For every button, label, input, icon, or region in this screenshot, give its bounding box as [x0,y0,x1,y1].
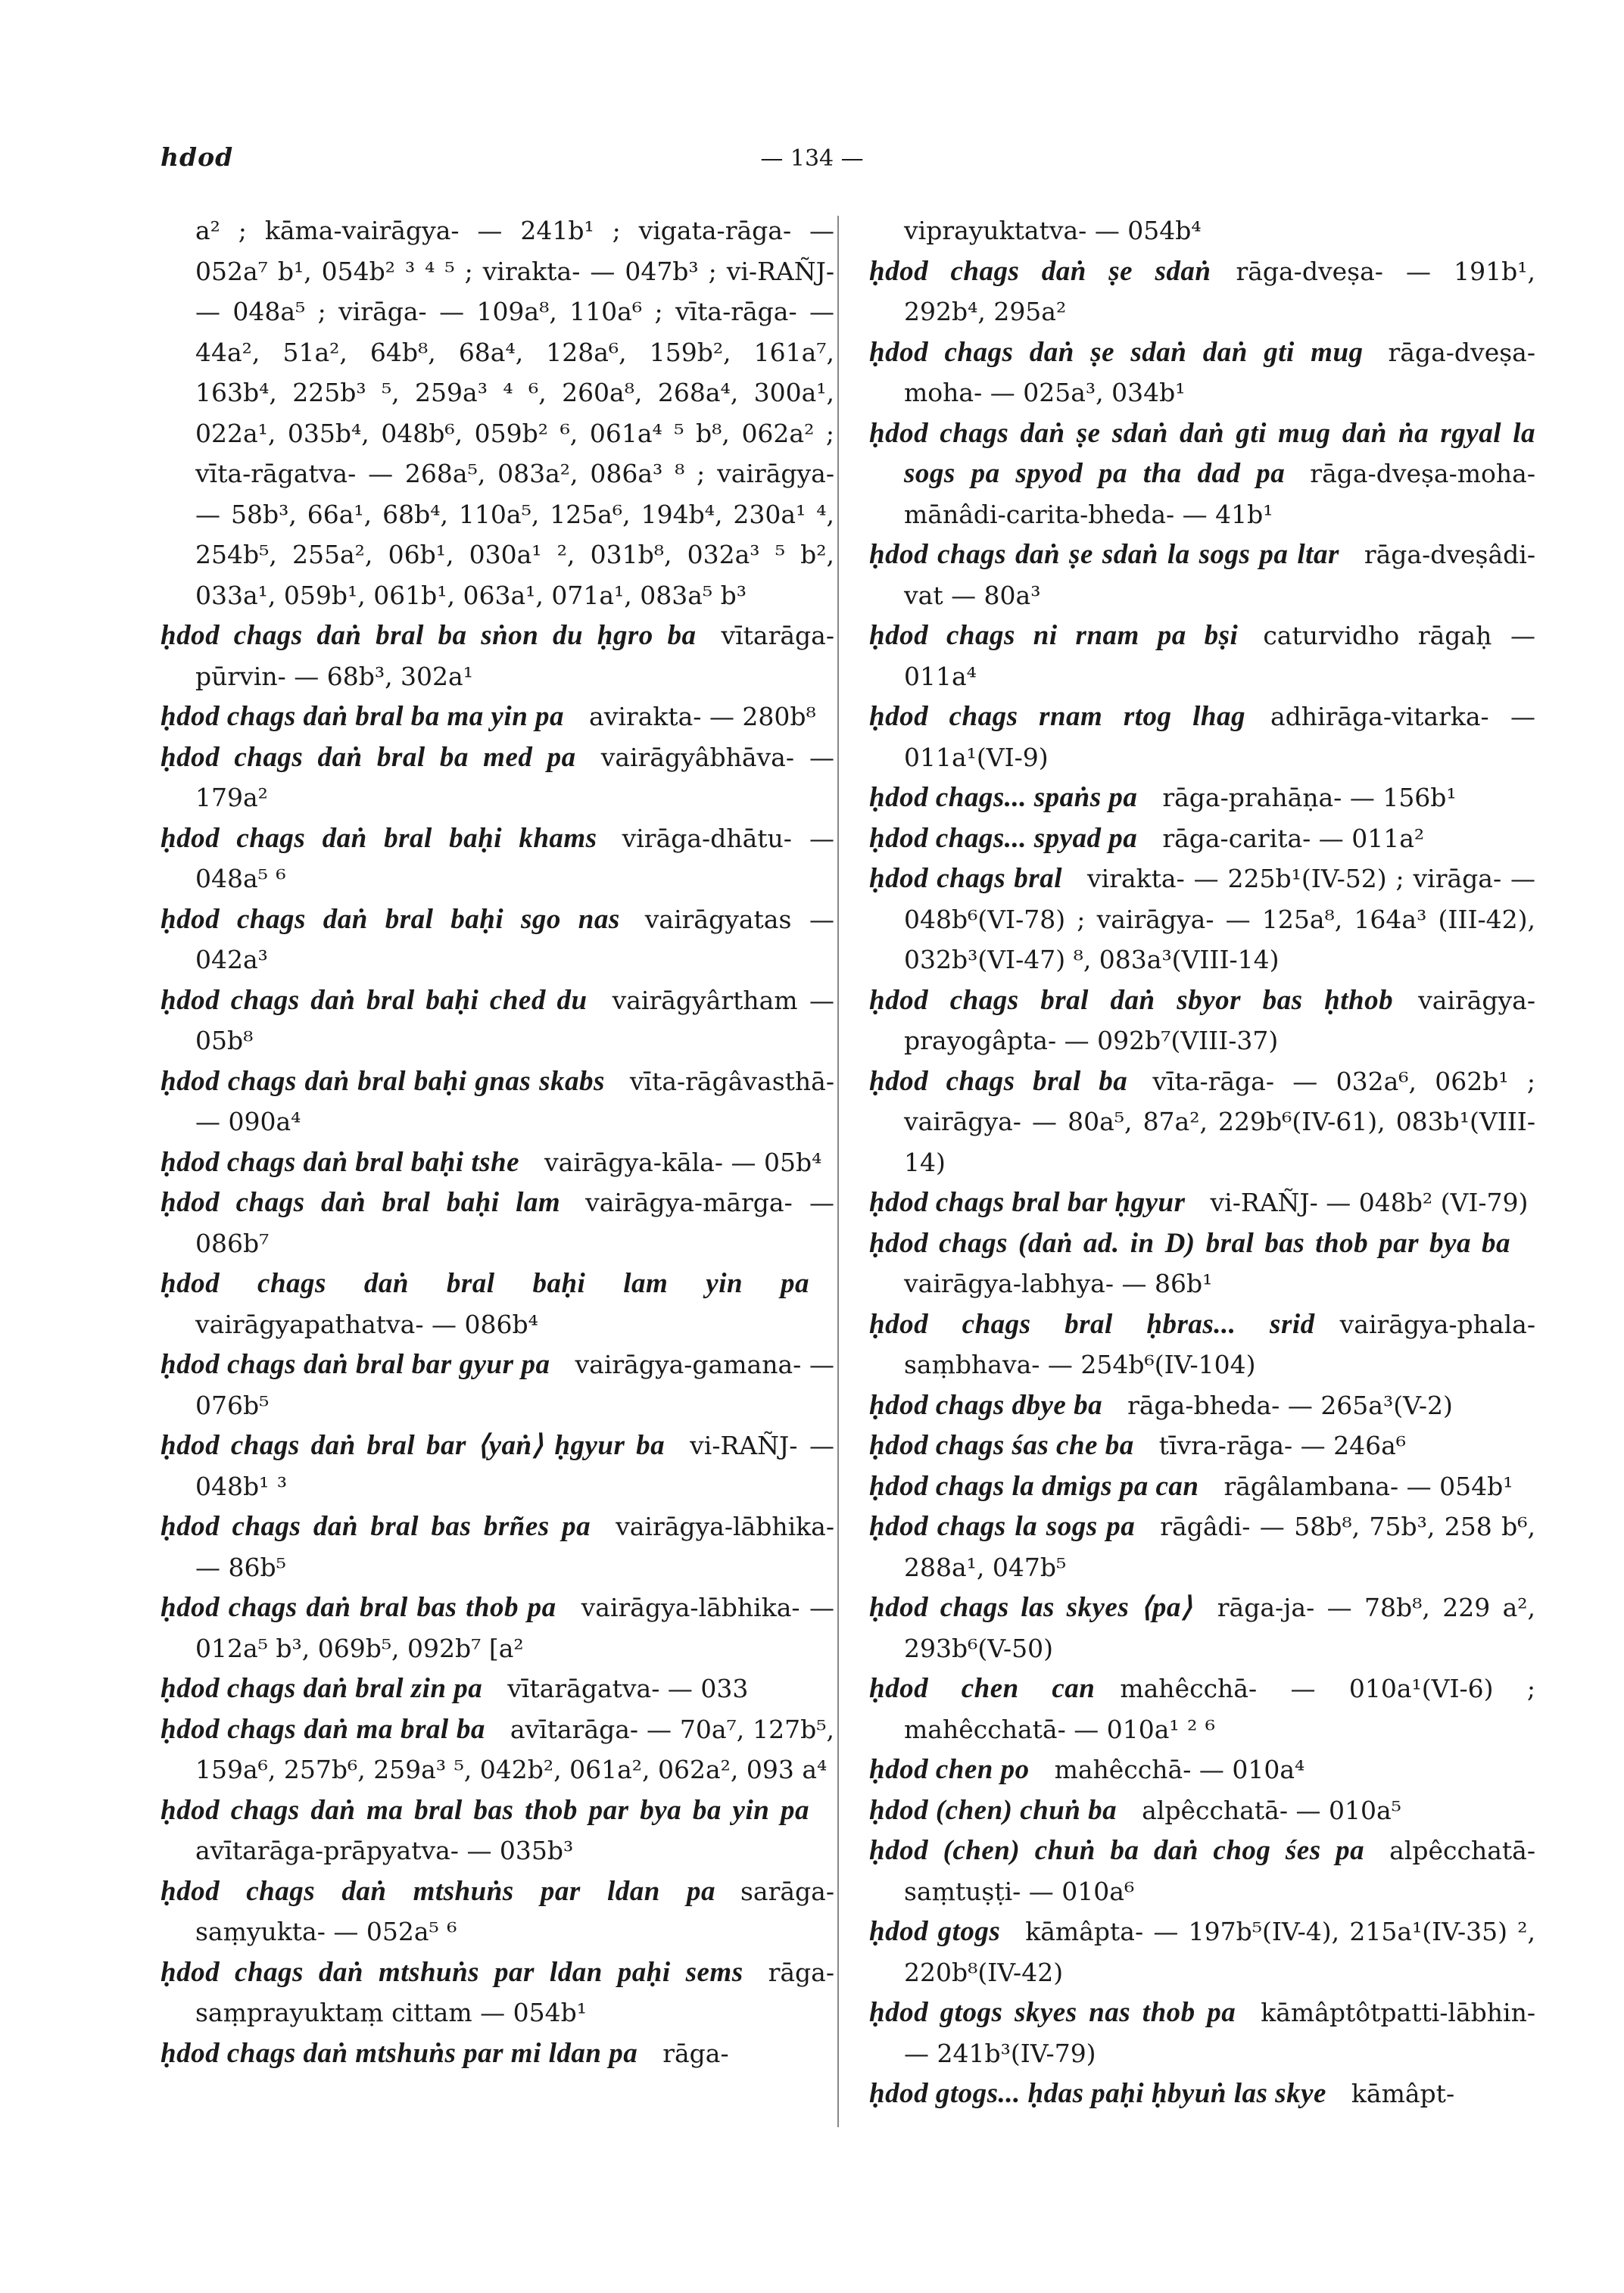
dictionary-entry [869,1061,1535,1183]
dictionary-entry [869,980,1535,1061]
sanskrit-equivalent: avirakta- — 280b⁸ [589,702,816,731]
tibetan-headword: ḥdod gtogs [869,1916,1001,1947]
tibetan-headword: ḥdod chags bral daṅ sbyor bas ḥthob [869,984,1394,1016]
sanskrit-equivalent: vairāgya-prayogâpta- — 092b⁷(VIII-37) [904,985,1535,1055]
dictionary-entry [869,332,1535,413]
tibetan-headword: ḥdod chags daṅ ṣe sdaṅ daṅ gti mug daṅ ṅa rgyal la sogs pa spyod pa tha dad pa [869,417,1535,489]
tibetan-headword: ḥdod chen can [869,1673,1096,1704]
column-divider [837,216,839,2127]
tibetan-headword: ḥdod chags la sogs pa [869,1511,1136,1542]
dictionary-entry [869,615,1535,696]
dictionary-entry [161,1952,834,2033]
dictionary-entry [869,1830,1535,1911]
sanskrit-equivalent: rāgâlambana- — 054b¹ [1223,1471,1513,1501]
tibetan-headword: ḥdod chags daṅ bral baḥi sgo nas [161,903,620,935]
sanskrit-equivalent: virakta- — 225b¹(IV-52) ; virāga- — 048b⁶(VI-78) ; vairāgya- — 125a⁸, 164a³ (III-42), 032b³(VI-47) ⁸, 083a³(VIII-14) [904,864,1535,974]
dictionary-entry [869,1223,1535,1304]
dictionary-entry [869,777,1535,818]
tibetan-headword: ḥdod chags (daṅ ad. in D) bral bas thob par bya ba [869,1227,1510,1259]
sanskrit-equivalent: rāga- [662,2038,729,2068]
sanskrit-equivalent: alpêcchatā- — 010a⁵ [1142,1795,1401,1825]
dictionary-entry [869,1911,1535,1992]
page-number: — 134 — [760,145,864,172]
tibetan-headword: ḥdod gtogs... ḥdas paḥi ḥbyuṅ las skye [869,2078,1326,2109]
dictionary-entry [161,1425,834,1506]
dictionary-entry [161,1506,834,1587]
tibetan-headword: ḥdod chags daṅ bral baḥi lam yin pa [161,1268,809,1299]
sanskrit-equivalent: rāga-dveṣa-moha- — 025a³, 034b¹ [904,337,1535,407]
dictionary-entry [161,1709,834,1790]
tibetan-headword: ḥdod chags daṅ bral bar ⟨yaṅ⟩ ḥgyur ba [161,1430,665,1461]
tibetan-headword: ḥdod chags daṅ mtshuṅs par ldan pa [161,1875,715,1907]
dictionary-entry [869,1790,1535,1831]
tibetan-headword: ḥdod chags rnam rtog lhag [869,701,1245,732]
tibetan-headword: ḥdod chags daṅ mtshuṅs par ldan paḥi sems [161,1956,743,1988]
sanskrit-equivalent: viprayuktatva- — 054b⁴ [904,216,1202,245]
sanskrit-equivalent: tīvra-rāga- — 246a⁶ [1158,1431,1407,1460]
tibetan-headword: ḥdod chags daṅ ṣe sdaṅ la sogs pa ltar [869,539,1339,570]
tibetan-headword: ḥdod chags las skyes ⟨pa⟩ [869,1592,1192,1623]
tibetan-headword: ḥdod chags bral bar ḥgyur [869,1187,1186,1218]
tibetan-headword: ḥdod chags daṅ ma bral ba [161,1713,485,1745]
tibetan-headword: ḥdod chags daṅ ṣe sdaṅ daṅ gti mug [869,336,1364,368]
tibetan-headword: ḥdod chen po [869,1754,1030,1785]
tibetan-headword: ḥdod chags... spaṅs pa [869,782,1138,813]
dictionary-entry [161,615,834,696]
sanskrit-equivalent: vairāgya-lābhika- — 012a⁵ b³, 069b⁵, 092b⁷ [a² [195,1593,834,1663]
sanskrit-equivalent: kāmâptôtpatti-lābhin- — 241b³(IV-79) [904,1998,1535,2068]
sanskrit-equivalent: vītarāgatva- — 033 [507,1674,749,1703]
sanskrit-equivalent: vairāgya-mārga- — 086b⁷ [195,1188,834,1258]
sanskrit-equivalent: rāga-dveṣa- — 191b¹, 292b⁴, 295a² [904,256,1535,326]
sanskrit-equivalent: mahêcchā- — 010a¹(VI-6) ; mahêcchatā- — 010a¹ ² ⁶ [904,1674,1536,1744]
tibetan-headword: ḥdod chags daṅ bral baḥi khams [161,822,597,854]
sanskrit-equivalent: rāga-saṃprayuktaṃ cittam — 054b¹ [195,1957,834,2027]
tibetan-headword: ḥdod chags śas che ba [869,1430,1134,1461]
dictionary-entry [161,1142,834,1183]
tibetan-headword: ḥdod chags daṅ bral baḥi ched du [161,984,588,1016]
tibetan-headword: ḥdod chags... spyad pa [869,822,1138,854]
dictionary-entry [161,210,834,615]
dictionary-entry [161,1061,834,1142]
sanskrit-equivalent: adhirāga-vitarka- — 011a¹(VI-9) [904,702,1535,772]
dictionary-entry [869,858,1535,980]
dictionary-entry [161,1263,834,1344]
sanskrit-equivalent: kāmâpt- [1351,2079,1455,2108]
tibetan-headword: ḥdod (chen) chuṅ ba [869,1794,1117,1826]
dictionary-entry [161,1344,834,1425]
sanskrit-equivalent: rāgâdi- — 58b⁸, 75b³, 258 b⁶, 288a¹, 047b⁵ [904,1512,1535,1582]
sanskrit-equivalent: vairāgya-gamana- — 076b⁵ [195,1350,835,1420]
sanskrit-equivalent: avītarāga-prāpyatva- — 035b³ [195,1836,574,1865]
tibetan-headword: ḥdod (chen) chuṅ ba daṅ chog śes pa [869,1835,1365,1866]
dictionary-entry [161,818,834,899]
running-header-word: hdod [161,142,234,172]
sanskrit-equivalent: vairāgya-labhya- — 86b¹ [904,1269,1213,1298]
tibetan-headword: ḥdod chags daṅ bral bas thob pa [161,1592,556,1623]
dictionary-entry [869,1749,1535,1790]
dictionary-entry [161,1871,834,1952]
sanskrit-equivalent: kāmâpta- — 197b⁵(IV-4), 215a¹(IV-35) ², 220b⁸(IV-42) [904,1917,1535,1987]
right-column [869,210,1535,2114]
sanskrit-equivalent: rāga-prahāṇa- — 156b¹ [1162,783,1457,812]
sanskrit-equivalent: sarāga-saṃyukta- — 052a⁵ ⁶ [195,1876,834,1946]
sanskrit-equivalent: caturvidho rāgaḥ — 011a⁴ [904,621,1535,691]
sanskrit-equivalent: vairāgya-lābhika- — 86b⁵ [195,1512,834,1582]
tibetan-headword: ḥdod chags daṅ bral baḥi lam [161,1187,561,1218]
tibetan-headword: ḥdod chags bral ba [869,1065,1128,1097]
dictionary-entry [869,1304,1535,1385]
left-column [161,210,834,2073]
tibetan-headword: ḥdod chags daṅ bral ba med pa [161,741,576,773]
sanskrit-equivalent: vairāgya-phala-saṃbhava- — 254b⁶(IV-104) [904,1309,1535,1379]
tibetan-headword: ḥdod chags daṅ ma bral bas thob par bya ba yin pa [161,1794,809,1826]
tibetan-headword: ḥdod gtogs skyes nas thob pa [869,1997,1236,2028]
sanskrit-equivalent: mahêcchā- — 010a⁴ [1054,1755,1305,1784]
tibetan-headword: ḥdod chags bral [869,863,1062,894]
dictionary-entry [869,1506,1535,1587]
sanskrit-equivalent: a² ; kāma-vairāgya- — 241b¹ ; vigata-rāga- — 052a⁷ b¹, 054b² ³ ⁴ ⁵ ; virakta- — 047b³ ; vi-RAÑJ- — 048a⁵ ; virāga- — 109a⁸, 110a⁶ ; vīta-rāga- — 44a², 51a², 64b⁸, 68a⁴, 128a⁶, 159b², 161a⁷, 163b⁴, 225b³ ⁵, 259a³ ⁴ ⁶, 260a⁸, 268a⁴, 300a¹, 022a¹, 035b⁴, 048b⁶, 059b² ⁶, 061a⁴ ⁵ b⁸, 062a² ; vīta-rāgatva- — 268a⁵, 083a², 086a³ ⁸ ; vairāgya- — 58b³, 66a¹, 68b⁴, 110a⁵, 125a⁶, 194b⁴, 230a¹ ⁴, 254b⁵, 255a², 06b¹, 030a¹ ², 031b⁸, 032a³ ⁵ b², 033a¹, 059b¹, 061b¹, 063a¹, 071a¹, 083a⁵ b³ [195,216,834,610]
sanskrit-equivalent: vairāgya-kāla- — 05b⁴ [544,1147,822,1177]
dictionary-entry [161,1587,834,1668]
sanskrit-equivalent: alpêcchatā-saṃtuṣṭi- — 010a⁶ [904,1836,1535,1906]
dictionary-entry [869,2073,1535,2114]
sanskrit-equivalent: rāga-dveṣa-moha-mānâdi-carita-bheda- — 41b¹ [904,459,1535,529]
dictionary-entry [161,980,834,1061]
dictionary-entry [161,2033,834,2074]
sanskrit-equivalent: rāga-dveṣâdi-vat — 80a³ [904,540,1535,610]
sanskrit-equivalent: rāga-bheda- — 265a³(V-2) [1127,1390,1453,1420]
tibetan-headword: ḥdod chags daṅ bral ba sṅon du ḥgro ba [161,620,697,651]
dictionary-entry [869,1992,1535,2073]
tibetan-headword: ḥdod chags daṅ bral baḥi tshe [161,1146,520,1178]
tibetan-headword: ḥdod chags daṅ bral zin pa [161,1673,483,1704]
dictionary-entry [161,1182,834,1263]
tibetan-headword: ḥdod chags daṅ ṣe sdaṅ [869,255,1211,287]
dictionary-entry [161,1790,834,1871]
tibetan-headword: ḥdod chags la dmigs pa can [869,1470,1199,1502]
dictionary-entry [869,534,1535,615]
sanskrit-equivalent: virāga-dhātu- — 048a⁵ ⁶ [195,823,834,893]
dictionary-entry [869,1182,1535,1223]
sanskrit-equivalent: vairāgyâbhāva- — 179a² [195,742,835,812]
dictionary-entry [869,818,1535,859]
tibetan-headword: ḥdod chags daṅ bral bar gyur pa [161,1349,550,1380]
sanskrit-equivalent: vairāgyârtham — 05b⁸ [195,985,834,1055]
sanskrit-equivalent: vīta-rāga- — 032a⁶, 062b¹ ; vairāgya- — 80a⁵, 87a², 229b⁶(IV-61), 083b¹(VIII-14) [904,1066,1535,1177]
sanskrit-equivalent: vītarāga-pūrvin- — 68b³, 302a¹ [195,621,834,691]
tibetan-headword: ḥdod chags daṅ bral baḥi gnas skabs [161,1065,605,1097]
tibetan-headword: ḥdod chags daṅ bral bas brñes pa [161,1511,591,1542]
tibetan-headword: ḥdod chags daṅ mtshuṅs par mi ldan pa [161,2037,638,2069]
sanskrit-equivalent: vi-RAÑJ- — 048b² (VI-79) [1210,1188,1529,1217]
dictionary-entry [161,899,834,980]
tibetan-headword: ḥdod chags ni rnam pa bṣi [869,620,1239,651]
dictionary-entry [161,1668,834,1709]
dictionary-entry [161,737,834,818]
tibetan-headword: ḥdod chags daṅ bral ba ma yin pa [161,701,565,732]
sanskrit-equivalent: vairāgyatas — 042a³ [195,904,835,974]
dictionary-entry [869,1668,1535,1749]
sanskrit-equivalent: rāga-carita- — 011a² [1162,823,1425,853]
dictionary-entry [869,251,1535,332]
dictionary-entry [869,1466,1535,1507]
tibetan-headword: ḥdod chags bral ḥbras... srid [869,1308,1315,1340]
dictionary-entry [869,696,1535,777]
dictionary-entry [161,696,834,737]
dictionary-entry [869,210,1535,251]
sanskrit-equivalent: vi-RAÑJ- — 048b¹ ³ [195,1431,834,1501]
sanskrit-equivalent: vīta-rāgâvasthā- — 090a⁴ [195,1066,834,1136]
sanskrit-equivalent: vairāgyapathatva- — 086b⁴ [195,1309,538,1339]
dictionary-entry [869,1425,1535,1466]
sanskrit-equivalent: avītarāga- — 70a⁷, 127b⁵, 159a⁶, 257b⁶, 259a³ ⁵, 042b², 061a², 062a², 093 a⁴ [195,1714,835,1784]
dictionary-entry [869,1385,1535,1426]
tibetan-headword: ḥdod chags dbye ba [869,1389,1103,1421]
sanskrit-equivalent: rāga-ja- — 78b⁸, 229 a², 293b⁶(V-50) [904,1593,1535,1663]
dictionary-entry [869,413,1535,535]
dictionary-entry [869,1587,1535,1668]
